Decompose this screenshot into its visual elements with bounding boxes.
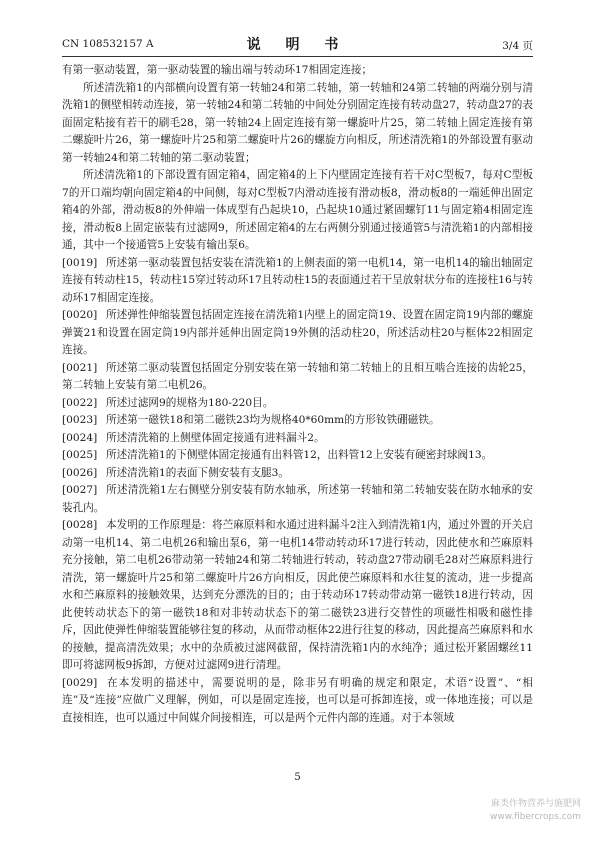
paragraph-number: [0020] bbox=[62, 309, 98, 321]
numbered-paragraph bbox=[62, 307, 533, 360]
paragraph-text: 本发明的工作原理是：将苎麻原料和水通过进料漏斗2注入到清洗箱1内，通过外置的开关启动第一电机14、第二电机26和输出泵6，第一电机14带动转动环17进行转动，因此使水和苎麻原料充分接触，第二电机26带动第一转轴24和第二转轴进行转动，转动盘27带动刷毛28对苎麻原料进行清洗，第一螺旋叶片25和第二螺旋叶片26方向相反，因此使苎麻原料和水往复的流动，进一步提高水和苎麻原料的接触效果，达到充分漂洗的目的；由于转动环17转动带动第一磁铁18进行转动，因此使转动状态下的第一磁铁18和对非转动状态下的第二磁铁23进行交替性的项磁性相吸和磁性排斥，因此使弹性伸缩装置能够往复的移动，从而带动框体22进行往复的移动，因此提高苎麻原料和水的接触，提高清洗效果；水中的杂质被过滤网截留，保持清洗箱1内的水纯净；通过松开紧固螺丝11即可将滤网板9拆卸，方便对过滤网9进行清理。 bbox=[62, 519, 533, 671]
paragraph-text: 所述第一磁铁18和第二磁铁23均为规格40*60mm的方形钕铁硼磁铁。 bbox=[106, 414, 440, 426]
document-title: 说 明 书 bbox=[246, 37, 349, 53]
paragraph-text: 有第一驱动装置，第一驱动装置的输出端与转动环17相固定连接； bbox=[62, 64, 373, 76]
watermark-url: www.fibercrops.com bbox=[490, 812, 581, 822]
numbered-paragraph bbox=[62, 430, 533, 448]
paragraph-text: 所述清洗箱1的内部横向设置有第一转轴24和第二转轴，第一转轴和24第二转轴的两端分别与清洗箱1的侧壁相转动连接，第一转轴24和第二转轴的中间处分别固定连接有转动盘27，转动盘27的表面固定粘接有若干的刷毛28，第一转轴24上固定连接有第一螺旋叶片25，第二转轴上固定连接有第二螺旋叶片26，第一螺旋叶片25和第二螺旋叶片26的螺旋方向相反，所述清洗箱1的外部设置有驱动第一转轴24和第二转轴的第二驱动装置； bbox=[62, 81, 533, 164]
paragraph-text: 所述弹性伸缩装置包括固定连接在清洗箱1内壁上的固定筒19、设置在固定筒19内部的螺旋弹簧21和设置在固定筒19内部并延伸出固定筒19外侧的活动柱20，所述活动柱20与框体22相固定连接。 bbox=[62, 309, 533, 356]
numbered-paragraph bbox=[62, 447, 533, 465]
site-watermark bbox=[490, 798, 581, 824]
paragraph-text: 所述清洗箱1的下部设置有固定箱4，固定箱4的上下内壁固定连接有若干对C型板7，每对C型板7的开口端均朝向固定箱4的中间侧，每对C型板7内滑动连接有滑动板8，滑动板8的一端延伸出固定箱4的外部，滑动板8的外伸端一体成型有凸起块10，凸起块10通过紧固螺钉11与固定箱4相固定连接，滑动板8上固定嵌装有过滤网9，所述固定箱4的左右两侧分别通过接通管5与清洗箱1的内部相接通，其中一个接通管5上安装有输出泵6。 bbox=[62, 169, 533, 251]
numbered-paragraph bbox=[62, 360, 533, 395]
watermark-title: 麻类作物营养与施肥网 bbox=[490, 799, 581, 809]
paragraph bbox=[62, 80, 533, 168]
page-header bbox=[62, 34, 533, 54]
paragraph-number: [0029] bbox=[62, 676, 98, 689]
numbered-paragraph bbox=[62, 517, 533, 675]
paragraph-number: [0028] bbox=[62, 519, 98, 531]
header-rule bbox=[62, 56, 533, 57]
page-number: 5 bbox=[294, 772, 301, 783]
numbered-paragraph bbox=[62, 675, 533, 728]
patent-number: CN 108532157 A bbox=[62, 38, 154, 50]
paragraph-text: 在本发明的描述中，需要说明的是，除非另有明确的规定和限定，术语“设置”、“相连”及“连接”应做广义理解，例如，可以是固定连接，也可以是可拆卸连接，或一体地连接；可以是直接相连，也可以通过中间媒介间接相连，可以是两个元件内部的连通。对于本领域 bbox=[62, 676, 533, 724]
paragraph-number: [0023] bbox=[62, 414, 98, 426]
numbered-paragraph bbox=[62, 412, 533, 430]
paragraph bbox=[62, 167, 533, 255]
paragraph-text: 所述过滤网9的规格为180-220目。 bbox=[106, 396, 274, 409]
page-indicator: 3/4 页 bbox=[502, 40, 533, 52]
paragraph-number: [0022] bbox=[62, 396, 98, 409]
document-body bbox=[62, 62, 533, 727]
paragraph-text: 所述清洗箱1的下侧壁体固定接通有出料管12，出料管12上安装有硬密封球阀13。 bbox=[106, 449, 493, 461]
paragraph-number: [0024] bbox=[62, 431, 98, 444]
paragraph-number: [0026] bbox=[62, 466, 98, 479]
paragraph-text: 所述第一驱动装置包括安装在清洗箱1的上侧表面的第一电机14，第一电机14的输出轴固定连接有转动柱15，转动柱15穿过转动环17且转动柱15的表面通过若干呈放射状分布的连接柱16与转动环17相固定连接。 bbox=[62, 256, 533, 304]
paragraph-number: [0021] bbox=[62, 361, 98, 374]
numbered-paragraph bbox=[62, 482, 533, 517]
numbered-paragraph bbox=[62, 255, 533, 308]
numbered-paragraph bbox=[62, 395, 533, 413]
numbered-paragraph bbox=[62, 465, 533, 483]
paragraph-text: 所述第二驱动装置包括固定分别安装在第一转轴和第二转轴上的且相互啮合连接的齿轮25，第二转轴上安装有第二电机26。 bbox=[62, 361, 533, 391]
paragraph-text: 所述清洗箱1的表面下侧安装有支腿3。 bbox=[106, 466, 289, 479]
paragraph bbox=[62, 62, 533, 80]
paragraph-text: 所述清洗箱的上侧壁体固定接通有进料漏斗2。 bbox=[106, 431, 325, 444]
paragraph-number: [0027] bbox=[62, 484, 98, 496]
paragraph-number: [0019] bbox=[62, 256, 98, 269]
paragraph-number: [0025] bbox=[62, 449, 98, 461]
paragraph-text: 所述清洗箱1左右侧壁分别安装有防水轴承，所述第一转轴和第二转轴安装在防水轴承的安装孔内。 bbox=[62, 484, 533, 514]
